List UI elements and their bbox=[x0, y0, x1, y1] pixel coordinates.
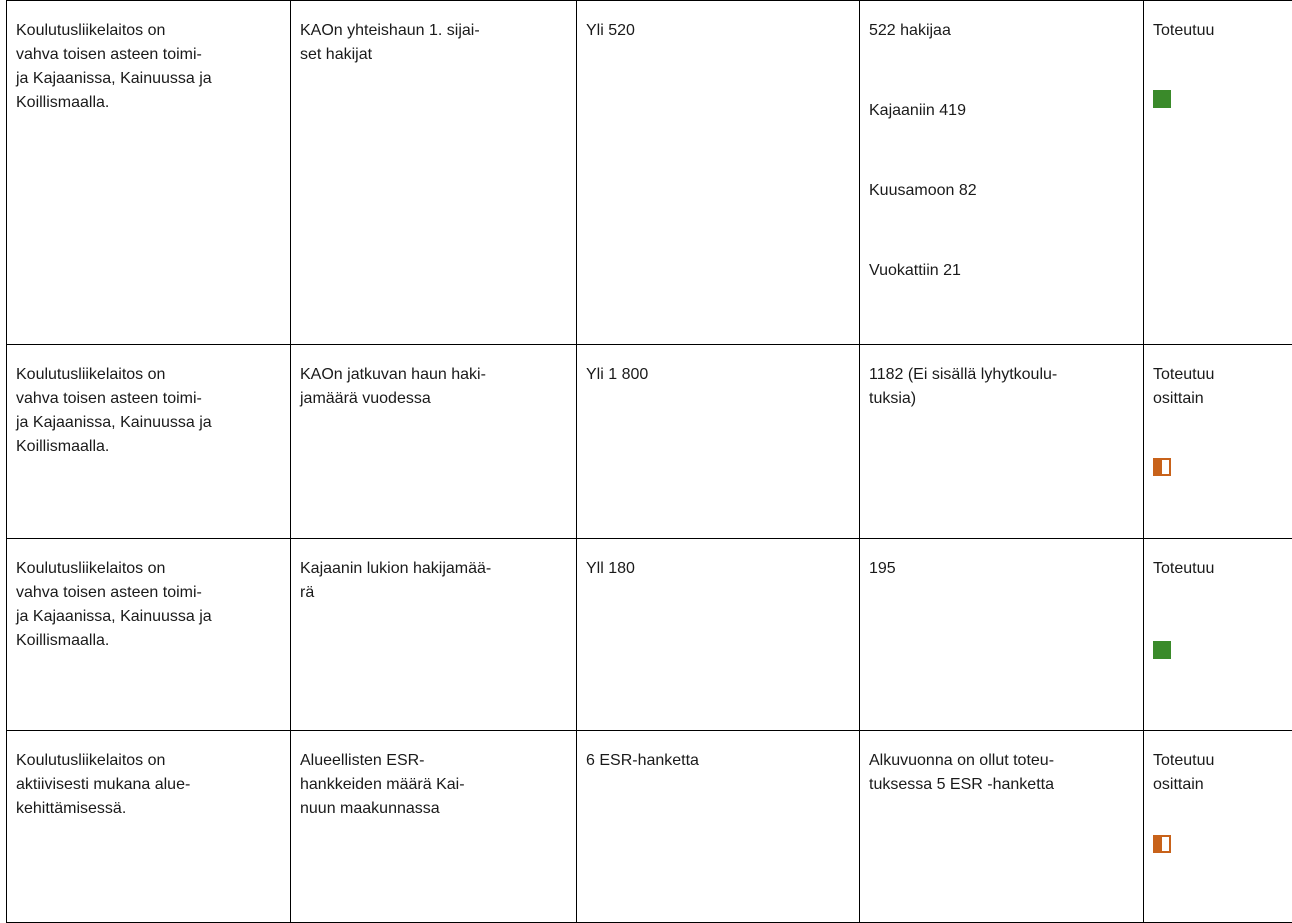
table-row bbox=[7, 1, 1292, 345]
green-square-icon bbox=[1153, 90, 1171, 108]
objective-text: Koulutusliikelaitos on vahva toisen asteen toimi- ja Kajaanissa, Kainuussa ja Koillismaalla. bbox=[16, 19, 281, 115]
result-cell bbox=[860, 1, 1144, 345]
status-cell bbox=[1144, 539, 1292, 731]
status-text: Toteutuu osittain bbox=[1153, 749, 1287, 797]
objective-cell bbox=[7, 345, 291, 539]
indicator-text: Alueellisten ESR- hankkeiden määrä Kai- nuun maakunnassa bbox=[300, 749, 567, 821]
indicator-text: Kajaanin lukion hakijamää- rä bbox=[300, 557, 567, 605]
target-text: Yll 180 bbox=[586, 557, 850, 581]
indicator-text: KAOn jatkuvan haun haki- jamäärä vuodessa bbox=[300, 363, 567, 411]
target-text: Yli 520 bbox=[586, 19, 850, 43]
status-cell bbox=[1144, 345, 1292, 539]
target-cell bbox=[577, 345, 860, 539]
result-cell bbox=[860, 539, 1144, 731]
result-cell bbox=[860, 731, 1144, 923]
objective-text: Koulutusliikelaitos on vahva toisen asteen toimi- ja Kajaanissa, Kainuussa ja Koillismaalla. bbox=[16, 557, 281, 653]
green-square-icon bbox=[1153, 641, 1171, 659]
indicator-cell bbox=[291, 539, 577, 731]
status-cell bbox=[1144, 1, 1292, 345]
target-cell bbox=[577, 1, 860, 345]
objective-text: Koulutusliikelaitos on aktiivisesti mukana alue- kehittämisessä. bbox=[16, 749, 281, 821]
result-line: 195 bbox=[869, 557, 1134, 581]
result-line: 522 hakijaa bbox=[869, 19, 1134, 43]
status-text: Toteutuu bbox=[1153, 19, 1287, 43]
target-text: 6 ESR-hanketta bbox=[586, 749, 850, 773]
status-text: Toteutuu osittain bbox=[1153, 363, 1287, 411]
target-cell bbox=[577, 731, 860, 923]
objective-cell bbox=[7, 539, 291, 731]
result-cell bbox=[860, 345, 1144, 539]
target-text: Yli 1 800 bbox=[586, 363, 850, 387]
half-filled-orange-square-icon bbox=[1153, 835, 1171, 853]
objective-text: Koulutusliikelaitos on vahva toisen asteen toimi- ja Kajaanissa, Kainuussa ja Koillismaalla. bbox=[16, 363, 281, 459]
table-row bbox=[7, 345, 1292, 539]
result-line: Kajaaniin 419 bbox=[869, 99, 1134, 123]
status-text: Toteutuu bbox=[1153, 557, 1287, 581]
result-line: Kuusamoon 82 bbox=[869, 179, 1134, 203]
goals-table bbox=[6, 0, 1292, 923]
target-cell bbox=[577, 539, 860, 731]
result-line: Vuokattiin 21 bbox=[869, 259, 1134, 283]
indicator-cell bbox=[291, 731, 577, 923]
result-line: Alkuvuonna on ollut toteu- tuksessa 5 ESR -hanketta bbox=[869, 749, 1134, 797]
objective-cell bbox=[7, 731, 291, 923]
indicator-cell bbox=[291, 345, 577, 539]
table-row bbox=[7, 539, 1292, 731]
indicator-text: KAOn yhteishaun 1. sijai- set hakijat bbox=[300, 19, 567, 67]
result-line: 1182 (Ei sisällä lyhytkoulu- tuksia) bbox=[869, 363, 1134, 411]
table-row bbox=[7, 731, 1292, 923]
objective-cell bbox=[7, 1, 291, 345]
status-cell bbox=[1144, 731, 1292, 923]
half-filled-orange-square-icon bbox=[1153, 458, 1171, 476]
indicator-cell bbox=[291, 1, 577, 345]
